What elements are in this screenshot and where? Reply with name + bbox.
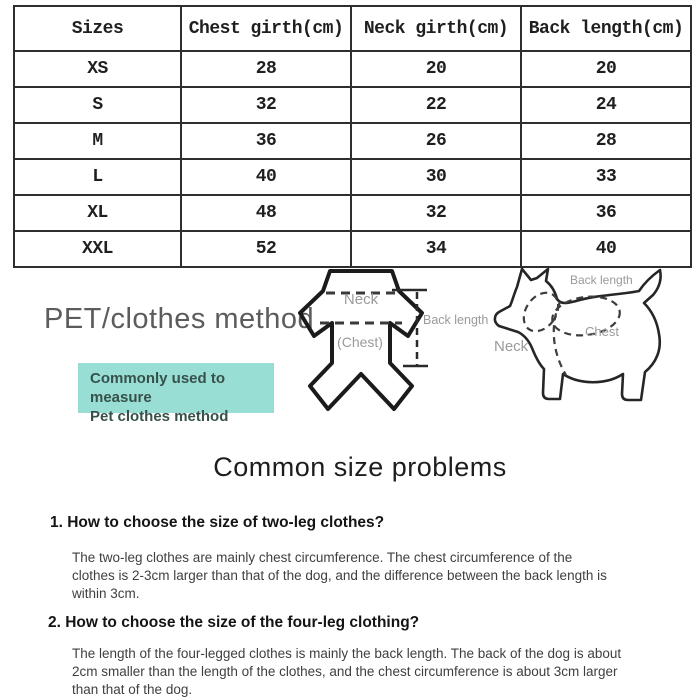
back-value: 24 — [521, 87, 691, 123]
clothes-back-length-label: Back length — [423, 313, 489, 327]
chest-value: 48 — [181, 195, 351, 231]
size-label: L — [14, 159, 181, 195]
table-row — [14, 159, 691, 195]
problems-title: Common size problems — [213, 452, 507, 482]
answer-line: 2cm smaller than the length of the clothes, and the chest circumference is about 3cm larger — [72, 664, 618, 679]
neck-value: 20 — [351, 51, 521, 87]
dog-girth-dashed-line — [554, 302, 566, 375]
measure-note-box — [78, 363, 274, 425]
answer-line: clothes is 2-3cm larger than that of the dog, and the difference between the back length is — [72, 568, 607, 583]
chest-value: 36 — [181, 123, 351, 159]
size-label: XXL — [14, 231, 181, 267]
dog-neck-label: Neck — [494, 338, 529, 355]
size-label: XL — [14, 195, 181, 231]
chest-value: 32 — [181, 87, 351, 123]
header-back-length: Back length(cm) — [521, 6, 691, 51]
size-chart-table — [13, 5, 692, 268]
header-sizes: Sizes — [14, 6, 181, 51]
table-row — [14, 123, 691, 159]
neck-value: 32 — [351, 195, 521, 231]
back-value: 40 — [521, 231, 691, 267]
back-value: 36 — [521, 195, 691, 231]
answer-four-leg — [72, 645, 621, 699]
measure-note-line1: Commonly used to measure — [90, 370, 226, 406]
answer-line: The length of the four-legged clothes is mainly the back length. The back of the dog is about — [72, 646, 622, 661]
pet-method-heading: PET/clothes method — [44, 303, 315, 335]
size-label: XS — [14, 51, 181, 87]
header-neck-girth: Neck girth(cm) — [351, 6, 521, 51]
back-value: 33 — [521, 159, 691, 195]
back-value: 28 — [521, 123, 691, 159]
answer-line: within 3cm. — [72, 586, 140, 601]
neck-value: 34 — [351, 231, 521, 267]
answer-two-leg — [72, 549, 607, 603]
header-chest-girth: Chest girth(cm) — [181, 6, 351, 51]
size-label: M — [14, 123, 181, 159]
table-row — [14, 87, 691, 123]
table-row — [14, 51, 691, 87]
dog-measure-diagram — [486, 262, 686, 417]
chest-value: 28 — [181, 51, 351, 87]
chest-value: 40 — [181, 159, 351, 195]
back-value: 20 — [521, 51, 691, 87]
clothes-neck-label: Neck — [343, 291, 379, 308]
neck-value: 22 — [351, 87, 521, 123]
table-header-row — [14, 6, 691, 51]
question-two-leg: 1. How to choose the size of two-leg clothes? — [50, 514, 385, 531]
measure-note-line2: Pet clothes method — [90, 408, 229, 425]
dog-chest-label: Chest — [585, 324, 619, 339]
clothes-measure-diagram — [290, 266, 490, 436]
answer-line: than that of the dog. — [72, 682, 193, 697]
neck-value: 26 — [351, 123, 521, 159]
dog-back-length-label: Back length — [570, 273, 633, 287]
neck-value: 30 — [351, 159, 521, 195]
chest-value: 52 — [181, 231, 351, 267]
clothes-chest-label: (Chest) — [337, 334, 383, 350]
question-four-leg: 2. How to choose the size of the four-leg clothing? — [48, 614, 420, 631]
table-row — [14, 195, 691, 231]
answer-line: The two-leg clothes are mainly chest circumference. The chest circumference of the — [72, 550, 573, 565]
size-label: S — [14, 87, 181, 123]
